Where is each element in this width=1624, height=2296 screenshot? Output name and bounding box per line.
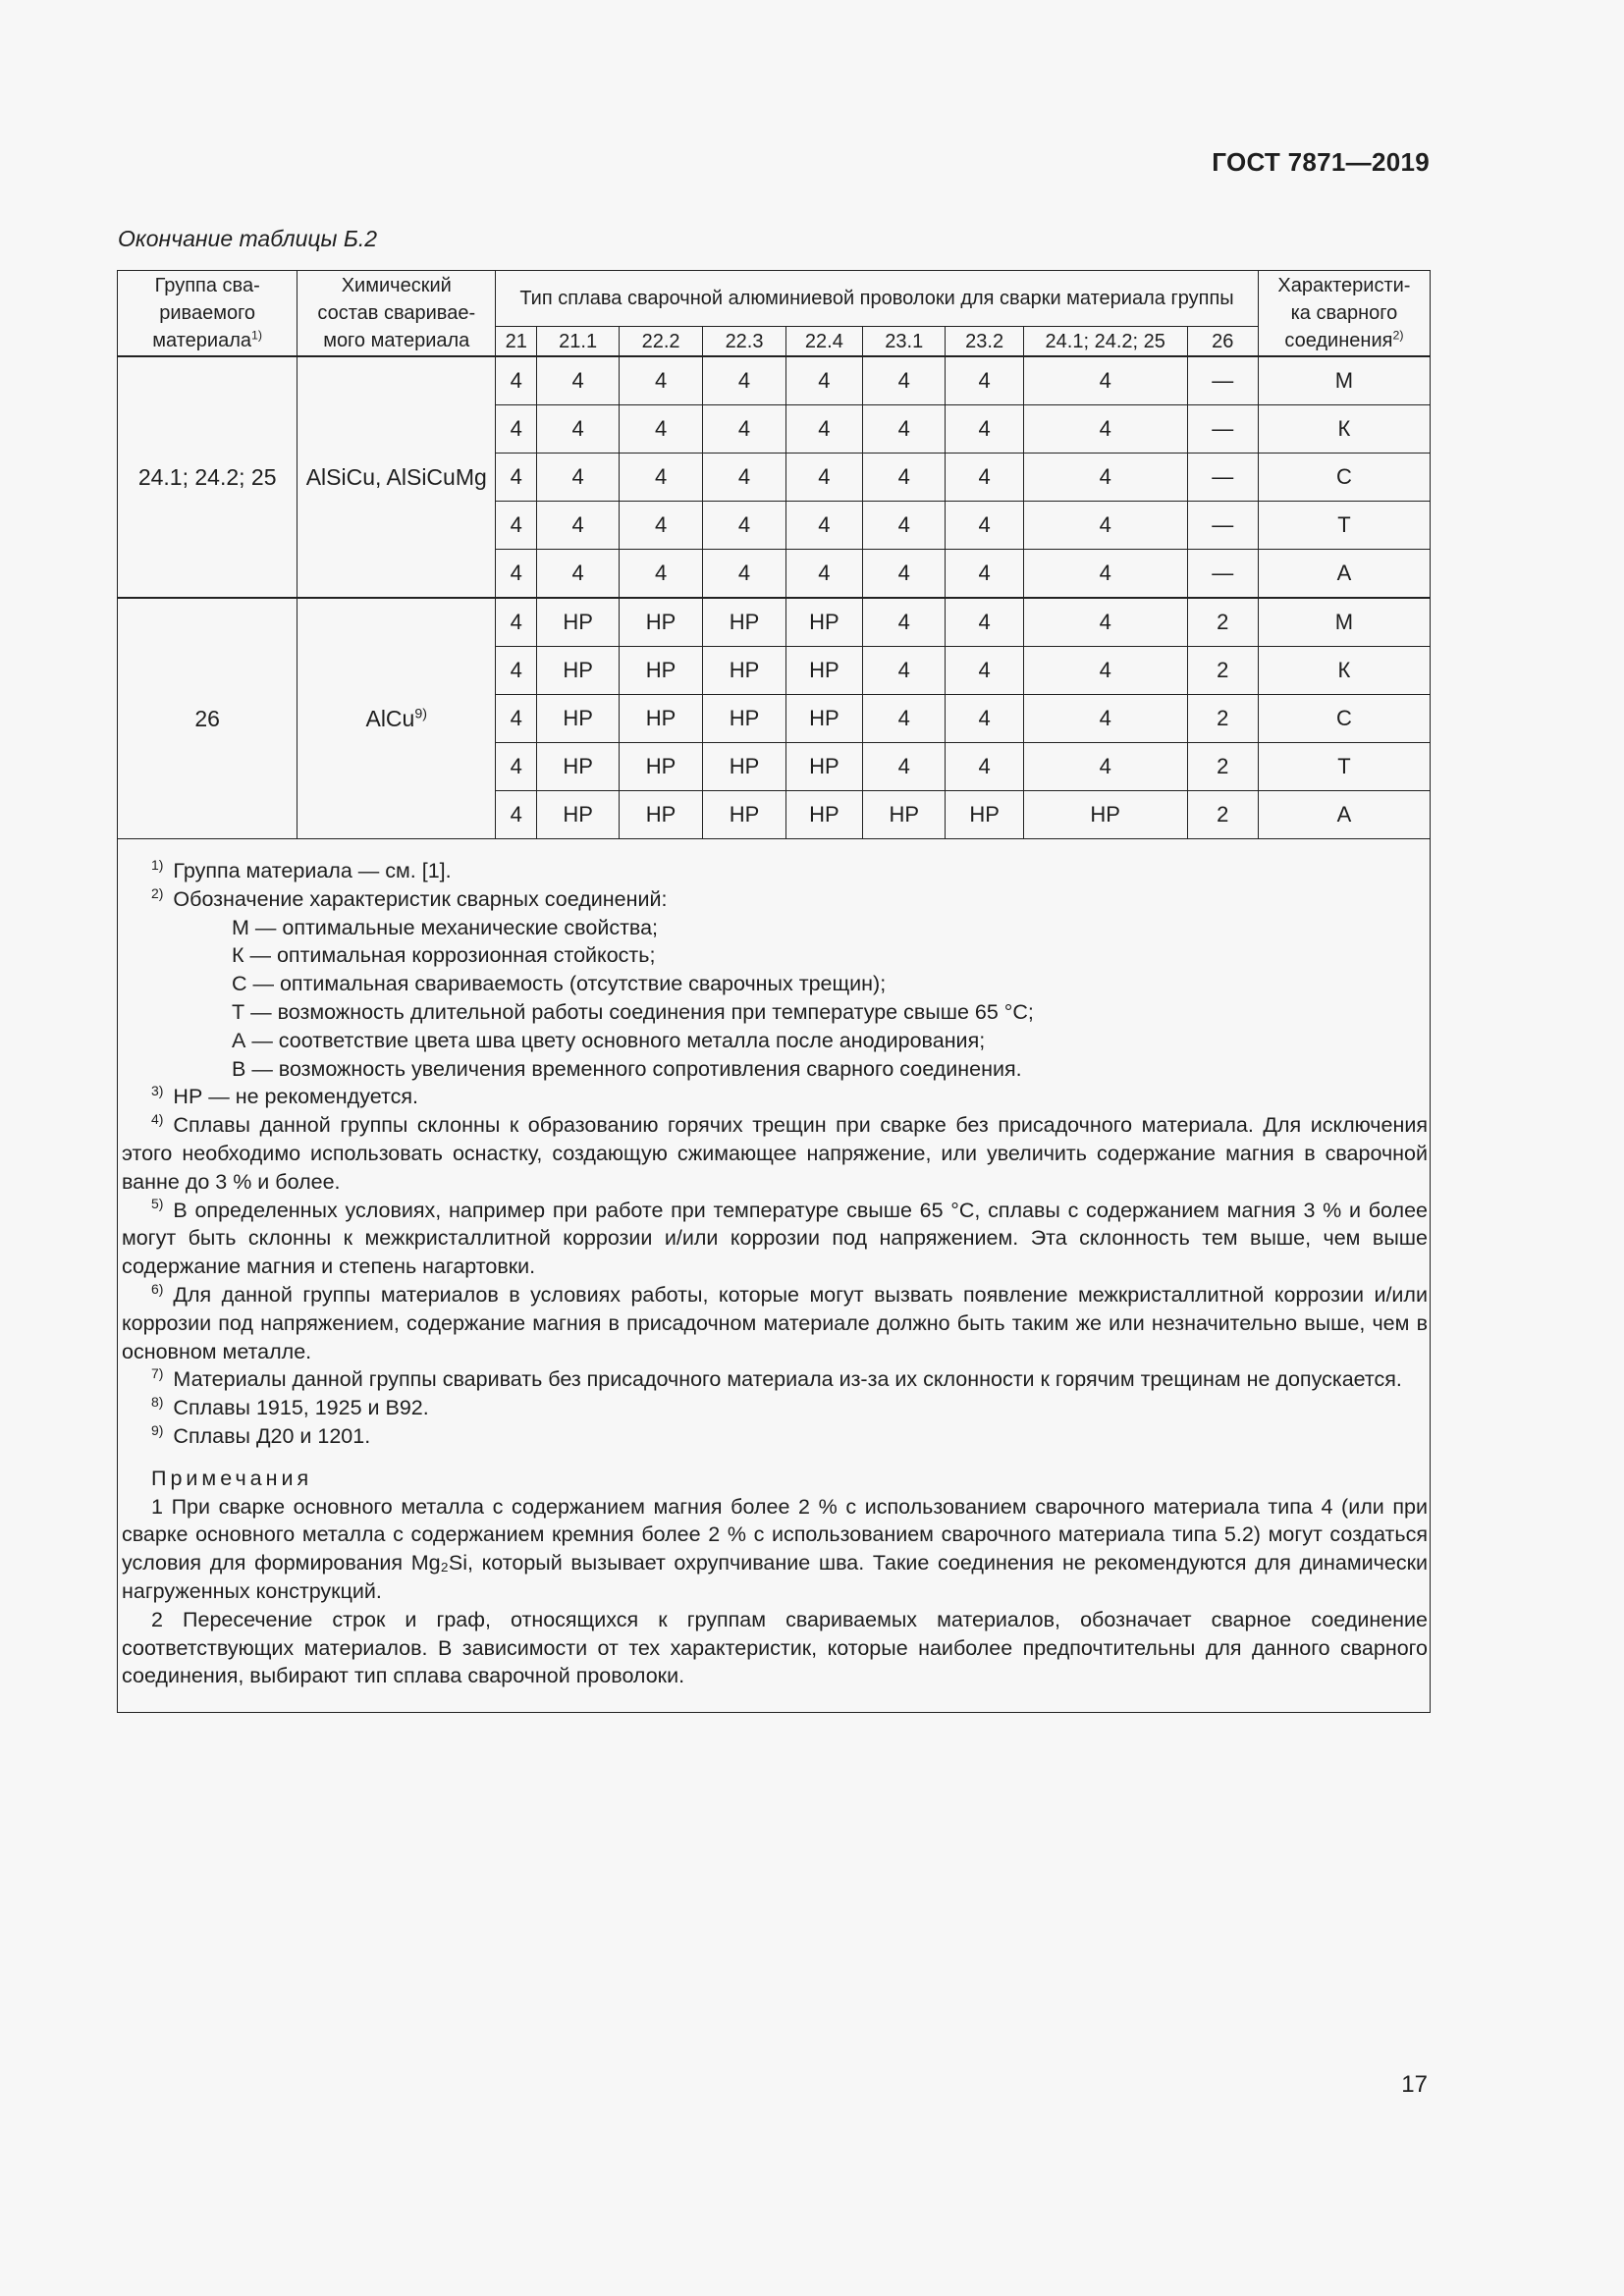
value-cell: 4 xyxy=(496,550,537,599)
value-cell: 4 xyxy=(946,454,1023,502)
value-cell: НР xyxy=(619,598,702,647)
value-cell: НР xyxy=(785,598,862,647)
value-cell: НР xyxy=(537,598,619,647)
footnote xyxy=(122,1422,1428,1451)
value-cell: 4 xyxy=(946,647,1023,695)
value-cell: 4 xyxy=(537,356,619,405)
value-cell: 4 xyxy=(1023,502,1187,550)
value-cell: 4 xyxy=(946,356,1023,405)
value-cell: 4 xyxy=(785,405,862,454)
value-cell: 4 xyxy=(703,550,785,599)
footnote-subitem: А — соответствие цвета шва цвету основного металла после анодирования; xyxy=(232,1028,986,1052)
value-cell: 4 xyxy=(863,356,946,405)
footnote xyxy=(122,1281,1428,1365)
value-cell: 4 xyxy=(863,743,946,791)
header-material-group: Группа сва- риваемого материала$^{1)}$ xyxy=(118,271,298,357)
footnote xyxy=(122,1111,1428,1196)
footnote-subitem: М — оптимальные механические свойства; xyxy=(232,915,659,939)
chemical-composition-cell: AlCu$^{9)}$ xyxy=(298,598,496,839)
footnote xyxy=(122,1394,1428,1422)
value-cell: 4 xyxy=(863,454,946,502)
chemical-composition-cell: AlSiCu, AlSiCuMg xyxy=(298,356,496,598)
value-cell: 2 xyxy=(1187,791,1258,839)
page-number: 17 xyxy=(1401,2071,1428,2098)
value-cell: НР xyxy=(785,743,862,791)
value-cell: — xyxy=(1187,550,1258,599)
characteristic-cell: М xyxy=(1258,598,1430,647)
value-cell: НР xyxy=(1023,791,1187,839)
value-cell: НР xyxy=(785,695,862,743)
footnote-mark: 7) xyxy=(151,1365,164,1382)
value-cell: 4 xyxy=(946,502,1023,550)
value-cell: — xyxy=(1187,502,1258,550)
value-cell: 4 xyxy=(496,647,537,695)
footnote-text: В определенных условиях, например при работе при температуре свыше 65 °С, сплавы с содержанием магния 3 % и более могут быть склонны к межкристаллитной коррозии и/или коррозии под напряжением. Эта склонность тем выше, чем выше содержание магния и степень нагартовки. xyxy=(122,1198,1428,1279)
value-cell: 4 xyxy=(863,598,946,647)
value-cell: — xyxy=(1187,405,1258,454)
footnote xyxy=(122,1083,1428,1111)
table-row xyxy=(118,598,1431,647)
value-cell: 4 xyxy=(946,405,1023,454)
value-cell: НР xyxy=(537,791,619,839)
footnote-mark: 8) xyxy=(151,1393,164,1410)
footnote xyxy=(122,885,1428,914)
footnote-mark: 3) xyxy=(151,1083,164,1099)
value-cell: НР xyxy=(946,791,1023,839)
subheader-22-4: 22.4 xyxy=(785,327,862,357)
value-cell: 4 xyxy=(1023,550,1187,599)
subheader-23-2: 23.2 xyxy=(946,327,1023,357)
footnote-mark: 9) xyxy=(151,1421,164,1438)
value-cell: НР xyxy=(537,695,619,743)
value-cell: НР xyxy=(619,791,702,839)
footnotes xyxy=(122,857,1428,1451)
value-cell: НР xyxy=(619,647,702,695)
footnote xyxy=(122,1365,1428,1394)
header-chemical-composition: Химический состав сваривае- мого материала xyxy=(298,271,496,357)
subheader-22-2: 22.2 xyxy=(619,327,702,357)
value-cell: 4 xyxy=(537,454,619,502)
value-cell: 4 xyxy=(863,647,946,695)
value-cell: 4 xyxy=(1023,743,1187,791)
value-cell: 4 xyxy=(537,550,619,599)
characteristic-cell: Т xyxy=(1258,502,1430,550)
footnote-text: Сплавы Д20 и 1201. xyxy=(173,1423,371,1448)
value-cell: 4 xyxy=(1023,695,1187,743)
notes-title: Примечания xyxy=(151,1466,313,1490)
value-cell: НР xyxy=(703,598,785,647)
footnote-mark: 2) xyxy=(151,884,164,901)
value-cell: 4 xyxy=(703,502,785,550)
subheader-21: 21 xyxy=(496,327,537,357)
subheader-23-1: 23.1 xyxy=(863,327,946,357)
document-code: ГОСТ 7871—2019 xyxy=(1212,147,1430,177)
footnote-mark: 1) xyxy=(151,856,164,873)
footnote-text: Обозначение характеристик сварных соединений: xyxy=(173,886,668,911)
value-cell: 4 xyxy=(785,454,862,502)
note-2: 2 Пересечение строк и граф, относящихся к группам свариваемых материалов, обозначает сварное соединение соответствующих материалов. В зависимости от тех характеристик, которые наиболее предпочтительны для данного сварного соединения, выбирают тип сплава сварочной проволоки. xyxy=(122,1607,1428,1688)
value-cell: НР xyxy=(619,743,702,791)
footnote-text: Сплавы данной группы склонны к образованию горячих трещин при сварке без присадочного материала. Для исключения этого необходимо использовать оснастку, создающую сжимающее напряжение, или увеличить содержание магния в сварочной ванне до 3 % и более. xyxy=(122,1113,1428,1194)
table-row xyxy=(118,356,1431,405)
value-cell: НР xyxy=(703,695,785,743)
value-cell: 4 xyxy=(1023,454,1187,502)
subheader-26: 26 xyxy=(1187,327,1258,357)
value-cell: 2 xyxy=(1187,743,1258,791)
value-cell: НР xyxy=(619,695,702,743)
note-1: 1 При сварке основного металла с содержанием магния более 2 % с использованием сварочного материала типа 4 (или при сварке основного металла с содержанием кремния более 2 % с использованием сварочного материала типа 5.2) могут создаться условия для формирования Mg₂Si, который вызывает охрупчивание шва. Такие соединения не рекомендуются для динамически нагруженных конструкций. xyxy=(122,1494,1428,1603)
footnotes-cell xyxy=(118,839,1431,1713)
value-cell: 4 xyxy=(946,550,1023,599)
value-cell: 4 xyxy=(703,454,785,502)
value-cell: 4 xyxy=(496,743,537,791)
material-group-cell: 24.1; 24.2; 25 xyxy=(118,356,298,598)
value-cell: 4 xyxy=(619,550,702,599)
value-cell: 4 xyxy=(496,356,537,405)
header-wire-alloy-type: Тип сплава сварочной алюминиевой проволоки для сварки материала группы xyxy=(496,271,1259,327)
value-cell: 4 xyxy=(946,695,1023,743)
subheader-21-1: 21.1 xyxy=(537,327,619,357)
subheader-22-3: 22.3 xyxy=(703,327,785,357)
footnote-mark: 5) xyxy=(151,1196,164,1212)
table-caption: Окончание таблицы Б.2 xyxy=(118,226,378,251)
value-cell: НР xyxy=(537,647,619,695)
characteristic-cell: А xyxy=(1258,550,1430,599)
characteristic-cell: К xyxy=(1258,647,1430,695)
footnote xyxy=(122,857,1428,885)
value-cell: 4 xyxy=(946,743,1023,791)
subheader-24: 24.1; 24.2; 25 xyxy=(1023,327,1187,357)
value-cell: 4 xyxy=(619,405,702,454)
value-cell: НР xyxy=(785,791,862,839)
value-cell: 4 xyxy=(863,405,946,454)
footnote xyxy=(122,1197,1428,1281)
value-cell: 4 xyxy=(785,550,862,599)
value-cell: 4 xyxy=(496,791,537,839)
footnote-mark: 4) xyxy=(151,1111,164,1128)
footnote-subitem: В — возможность увеличения временного сопротивления сварного соединения. xyxy=(232,1056,1022,1081)
value-cell: 4 xyxy=(537,405,619,454)
value-cell: 4 xyxy=(863,550,946,599)
material-group-cell: 26 xyxy=(118,598,298,839)
value-cell: 4 xyxy=(496,502,537,550)
value-cell: 4 xyxy=(863,695,946,743)
value-cell: 4 xyxy=(619,502,702,550)
value-cell: 4 xyxy=(785,502,862,550)
footnote-subitem: С — оптимальная свариваемость (отсутствие сварочных трещин); xyxy=(232,972,887,996)
value-cell: 4 xyxy=(496,598,537,647)
value-cell: 4 xyxy=(1023,405,1187,454)
value-cell: НР xyxy=(703,743,785,791)
characteristic-cell: К xyxy=(1258,405,1430,454)
footnote-text: Материалы данной группы сваривать без присадочного материала из-за их склонности к горячим трещинам не допускается. xyxy=(173,1367,1402,1392)
value-cell: 2 xyxy=(1187,598,1258,647)
value-cell: 2 xyxy=(1187,695,1258,743)
footnote-subitem: Т — возможность длительной работы соединения при температуре свыше 65 °С; xyxy=(232,999,1034,1024)
value-cell: 4 xyxy=(785,356,862,405)
value-cell: — xyxy=(1187,356,1258,405)
characteristic-cell: М xyxy=(1258,356,1430,405)
value-cell: 4 xyxy=(619,454,702,502)
value-cell: 4 xyxy=(619,356,702,405)
footnote-subitem: К — оптимальная коррозионная стойкость; xyxy=(232,943,656,968)
value-cell: — xyxy=(1187,454,1258,502)
footnote-text: НР — не рекомендуется. xyxy=(173,1085,418,1109)
value-cell: 2 xyxy=(1187,647,1258,695)
footnote-text: Сплавы 1915, 1925 и В92. xyxy=(173,1396,429,1420)
value-cell: 4 xyxy=(496,695,537,743)
value-cell: 4 xyxy=(863,502,946,550)
value-cell: НР xyxy=(785,647,862,695)
characteristic-cell: Т xyxy=(1258,743,1430,791)
value-cell: 4 xyxy=(1023,598,1187,647)
value-cell: НР xyxy=(703,791,785,839)
footnote-mark: 6) xyxy=(151,1280,164,1297)
characteristic-cell: С xyxy=(1258,695,1430,743)
value-cell: НР xyxy=(863,791,946,839)
value-cell: НР xyxy=(703,647,785,695)
footnote-text: Группа материала — см. [1]. xyxy=(173,859,452,882)
value-cell: 4 xyxy=(946,598,1023,647)
value-cell: 4 xyxy=(496,405,537,454)
value-cell: НР xyxy=(537,743,619,791)
value-cell: 4 xyxy=(1023,647,1187,695)
footnote-text: Для данной группы материалов в условиях работы, которые могут вызвать появление межкристаллитной коррозии и/или коррозии под напряжением, содержание магния в присадочном материале должно быть таким же или незначительно выше, чем в основном металле. xyxy=(122,1282,1428,1363)
characteristic-cell: С xyxy=(1258,454,1430,502)
characteristic-cell: А xyxy=(1258,791,1430,839)
header-joint-characteristic: Характеристи- ка сварного соединения$^{2)}$ xyxy=(1258,271,1430,357)
value-cell: 4 xyxy=(703,405,785,454)
welding-table xyxy=(117,270,1431,1713)
value-cell: 4 xyxy=(537,502,619,550)
value-cell: 4 xyxy=(703,356,785,405)
value-cell: 4 xyxy=(1023,356,1187,405)
value-cell: 4 xyxy=(496,454,537,502)
